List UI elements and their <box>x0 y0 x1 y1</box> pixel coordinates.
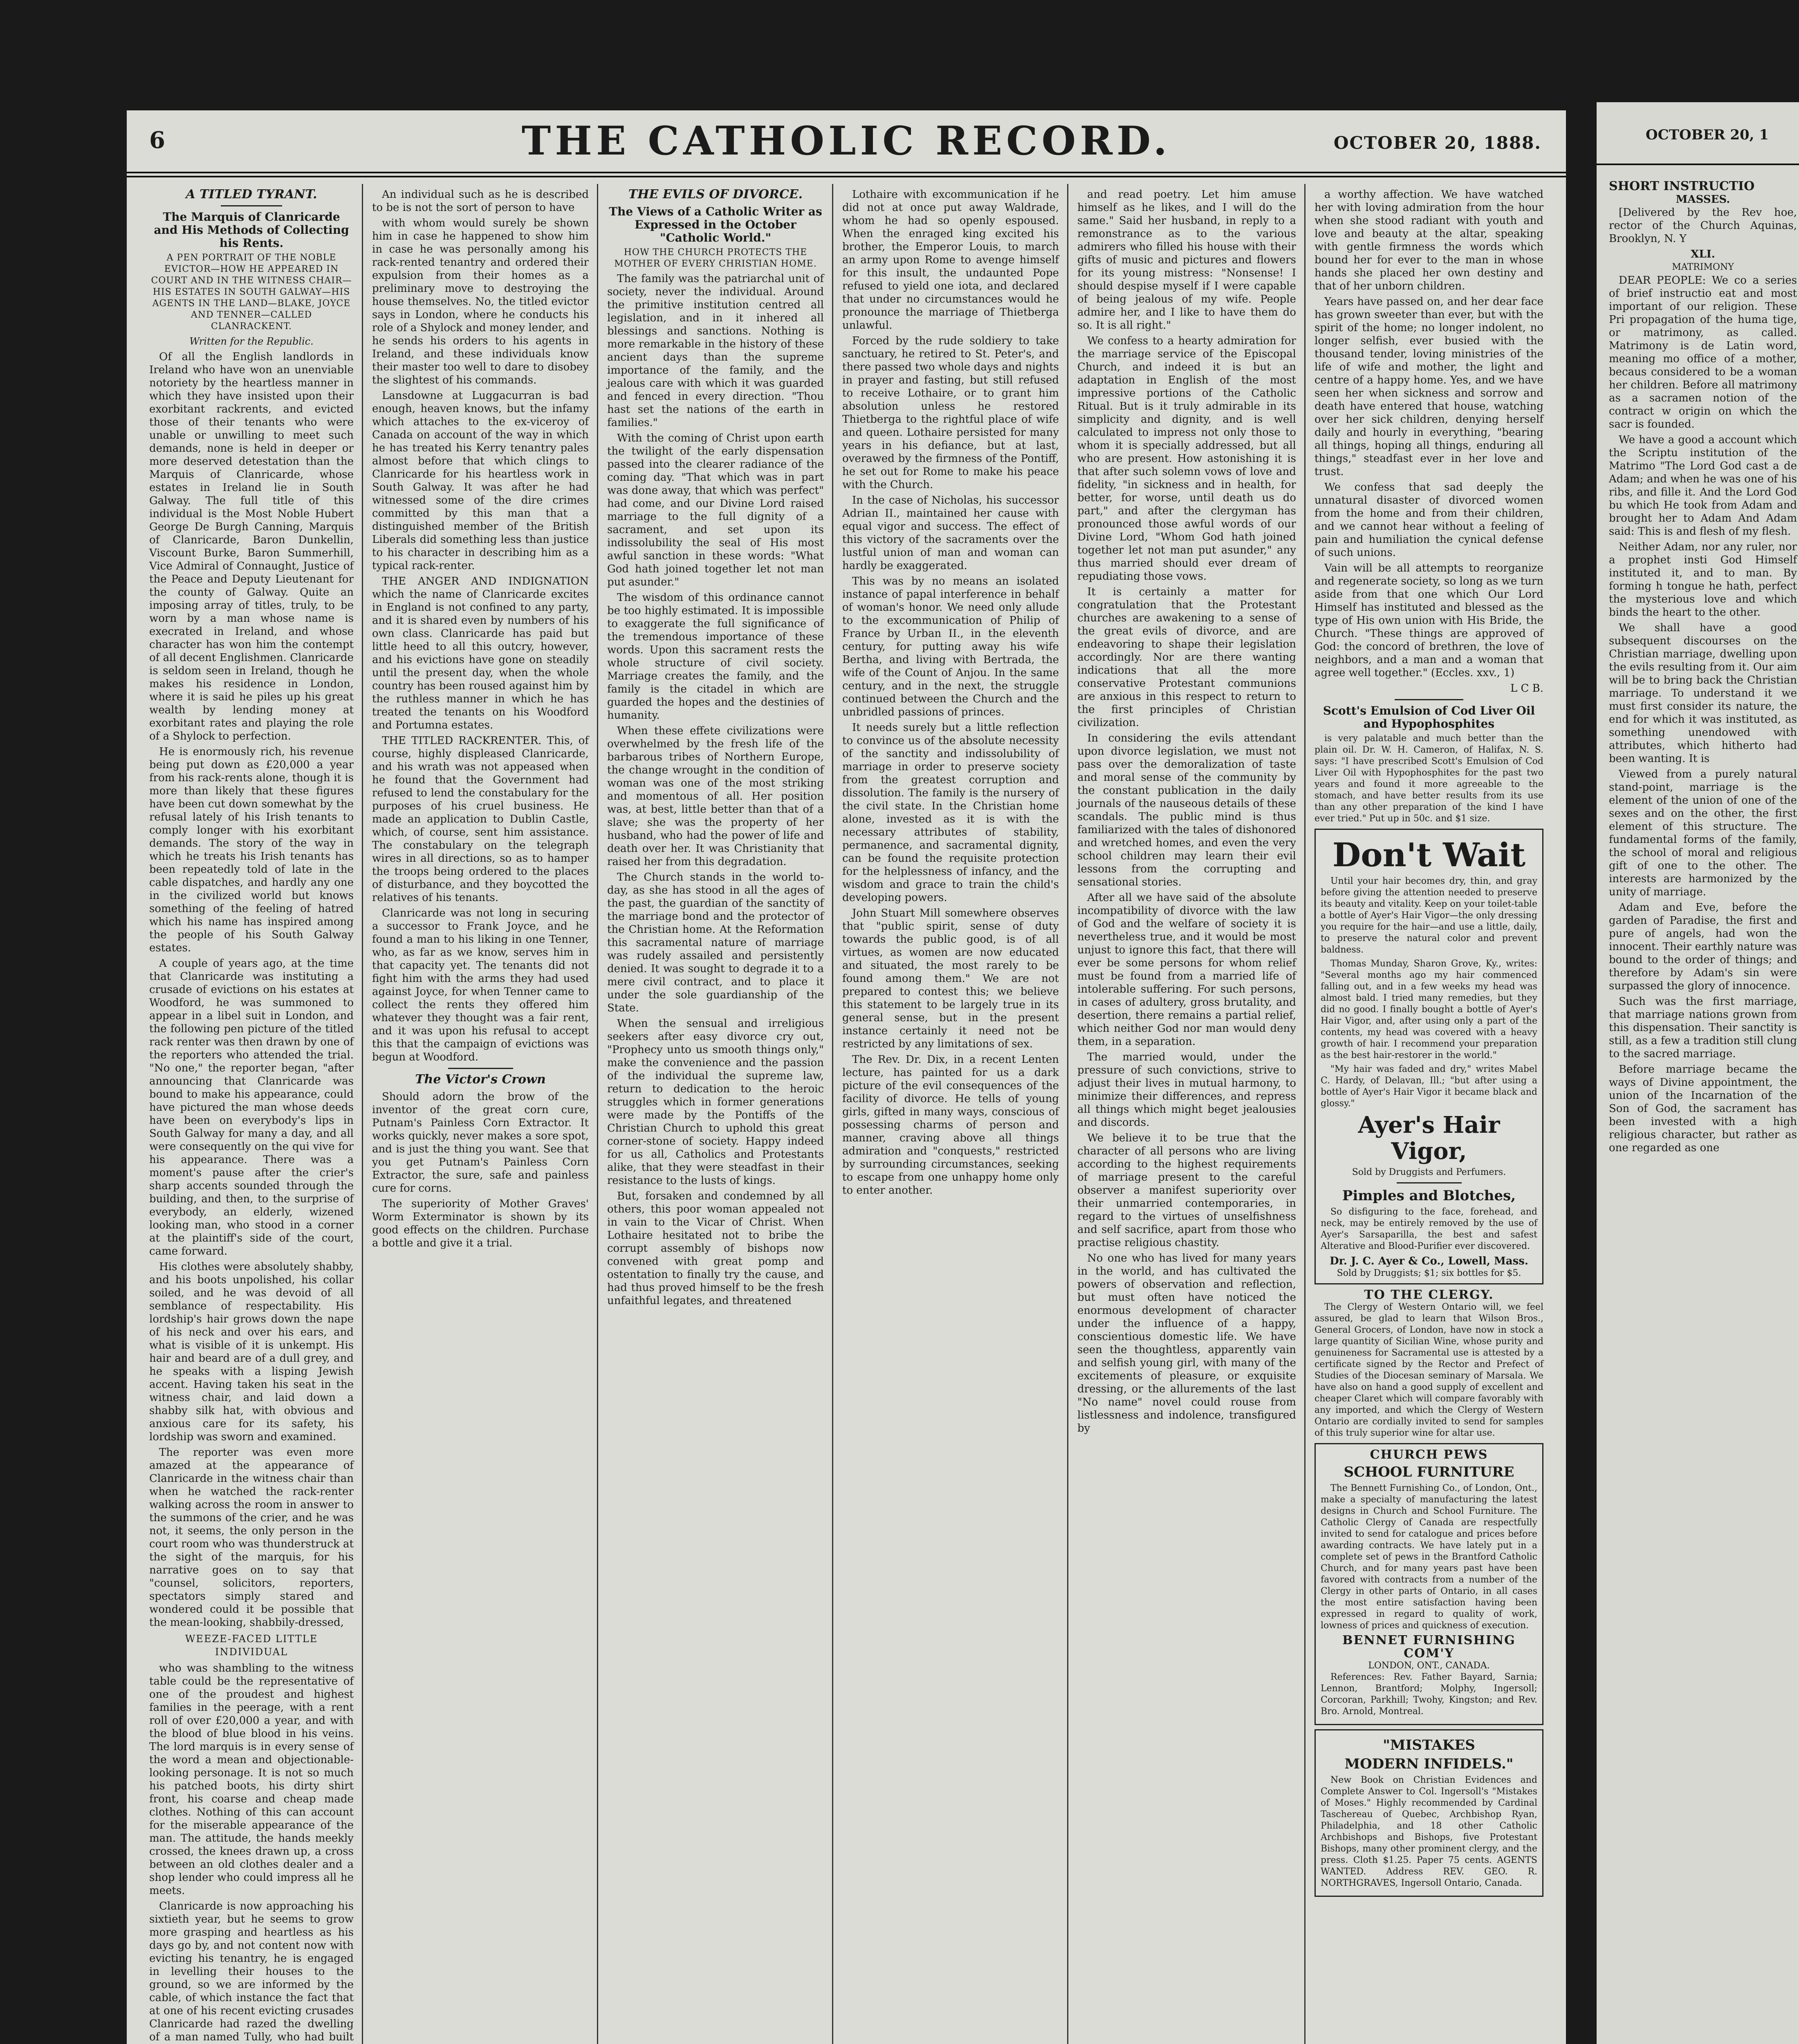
paragraph: a worthy affection. We have watched her with loving admiration from the hour when she stood radiant with youth and love and beauty at the altar, speaking with gentle firmness the words which bound her for ever to the man in whose hands she placed her own destiny and that of her unborn children. <box>1314 188 1543 292</box>
article-deck: A PEN PORTRAIT OF THE NOBLE EVICTOR—HOW HE APPEARED IN COURT AND IN THE WITNESS CHAIR—HIS ESTATES IN SOUTH GALWAY—HIS AGENTS IN THE LAND—BLAKE, JOYCE AND TENNER—CALLED CLANRACKENT. <box>151 253 352 332</box>
ad-maker: Dr. J. C. Ayer & Co., Lowell, Mass. <box>1330 1255 1528 1267</box>
paragraph: The reporter was even more amazed at the appearance of Clanricarde in the witness chair than when he watched the rack-renter walking across the room in answer to the summons of the crier, and he was not, it seems, the only person in the court room who was thunderstruck at the sight of the marquis, for his narrative goes on to say that "counsel, solicitors, reporters, spectators simply stared and wondered could it be possible that the mean-looking, shabbily-dressed, <box>149 1446 354 1629</box>
paragraph: The wisdom of this ordinance cannot be too highly estimated. It is impossible to exaggerate the full significance of the tremendous importance of these words. Upon this sacrament rests the whole structure of civil society. Marriage creates the family, and the family is the citadel in which are guarded the hopes and the destinies of humanity. <box>607 592 824 722</box>
column-4 <box>842 188 1059 1199</box>
paragraph: who was shambling to the witness table could be the representative of one of the proudest and highest families in the peerage, with a rent roll of over £20,000 a year, and with the blood of blue blood in his veins. The lord marquis is in every sense of the word a mean and objectionable-looking personage. It is not so much his patched boots, his dirty shirt front, his coarse and cheap made clothes. Nothing of this can account for the miserable appearance of the man. The attitude, the hands meekly crossed, the knees drawn up, a cross between an old clothes dealer and a shop lender who could impress all he meets. <box>149 1662 354 1897</box>
article-subhead: The Views of a Catholic Writer as Expressed in the October "Catholic World." <box>609 205 822 244</box>
paragraph: When these effete civilizations were overwhelmed by the fresh life of the barbarous tribes of Northern Europe, the change wrought in the condition of woman was one of the most striking and momentous of all. Her position was, at best, little better than that of a slave; she was the property of her husband, who had the power of life and death over her. It was Christianity that raised her from this degradation. <box>607 725 824 868</box>
paragraph: Lansdowne at Luggacurran is bad enough, heaven knows, but the infamy which attaches to the ex-viceroy of Canada on account of the way in which he has treated his Kerry tenantry pales almost before that which clings to Clanricarde for his heartless work in South Galway. It was after he had witnessed some of the dire crimes committed by this man that a distinguished member of the British Liberals did something less than justice to his character in describing him as a typical rack-renter. <box>372 390 589 572</box>
paragraph: Lothaire with excommunication if he did not at once put away Waldrade, whom he had so openly espoused. When the enraged king excited his brother, the Emperor Louis, to march an army upon Rome to avenge himself for this insult, the undaunted Pope refused to yield one iota, and declared that under no circumstances would he pronounce the marriage of Thietberga unlawful. <box>842 188 1059 332</box>
paragraph: Neither Adam, nor any ruler, nor a prophet insti God Himself instituted it, and to man. By forming h tongue he hath, perfect the mysterious love and which binds the heart to the other. <box>1609 541 1797 619</box>
paragraph: When the sensual and irreligious seekers after easy divorce cry out, "Prophecy unto us smooth things only," make the convenience and the passion of the individual the supreme law, return to dedication to the heroic struggles which in former generations were made by the Pontiffs of the Christian Church to uphold this great corner-stone of society. Happy indeed for us all, Catholics and Protestants alike, that they were steadfast in their resistance to the lusts of kings. <box>607 1018 824 1187</box>
paragraph: We have a good a account which the Scriptu institution of the Matrimo "The Lord God cast a de Adam; and when he was one of his ribs, and fille it. And the Lord God bu which He took from Adam and brought her to Adam And Adam said: This is and flesh of my flesh. <box>1609 434 1797 538</box>
paragraph: We confess that sad deeply the unnatural disaster of divorced women from the home and from their children, and we cannot hear without a feeling of pain and humiliation the cynical defense of such unions. <box>1314 481 1543 559</box>
paragraph: and read poetry. Let him amuse himself as he likes, and I will do the same." Said her husband, in reply to a remonstrance as to the various admirers who filled his house with their gifts of music and pictures and flowers for its young mistress: "Nonsense! I should despise myself if I were capable of being jealous of my wife. People admire her, and I like to have them do so. It is all right." <box>1077 188 1296 332</box>
paragraph: In the case of Nicholas, his successor Adrian II., maintained her cause with equal vigor and success. The effect of this victory of the sacraments over the lustful union of man and woman can hardly be exaggerated. <box>842 494 1059 572</box>
company-address: LONDON, ONT., CANADA. <box>1368 1661 1490 1671</box>
article-headline: A TITLED TYRANT. <box>186 187 317 202</box>
header-rule-double <box>127 176 1566 177</box>
paragraph: An individual such as he is described to be is not the sort of person to have <box>372 188 589 214</box>
ad-text: Until your hair becomes dry, thin, and gray before giving the attention needed to preserve its beauty and vitality. Keep on your toilet-table a bottle of Ayer's Hair Vigor—the only dressing you require for the hair—and use a little, daily, to preserve the natural color and prevent baldness. <box>1321 876 1537 955</box>
divider <box>1395 699 1463 700</box>
paragraph: This was by no means an isolated instance of papal interference in behalf of woman's honor. We need only allude to the excommunication of Philip of France by Urban II., in the eleventh century, for putting away his wife Bertha, and living with Bertrada, the wife of the Count of Anjou. In the same century, and in the next, the struggle continued between the Church and the unbridled passions of princes. <box>842 575 1059 718</box>
ad-headline: Don't Wait <box>1332 836 1526 874</box>
paragraph: After all we have said of the absolute incompatibility of divorce with the law of God and the welfare of society it is nevertheless true, and it would be most unjust to ignore this fact, that there will ever be some persons for whom relief must be found from a married life of intolerable suffering. For such persons, in cases of adultery, gross brutality, and desertion, there remains a partial relief, which neither God nor man would deny them, in a separation. <box>1077 892 1296 1048</box>
infidels-advertisement <box>1314 1729 1543 1897</box>
paragraph: We believe it to be true that the character of all persons who are living according to the highest requirements of marriage present to the careful observer a manifest superiority over their unmarried contemporaries, in regard to the virtues of unselfishness and self sacrifice, apart from those who practise religious chastity. <box>1077 1132 1296 1249</box>
divider <box>1397 1182 1462 1183</box>
paragraph: Clanricarde is now approaching his sixtieth year, but he seems to grow more grasping and heartless as his days go by, and not content now with evicting his tenantry, he is engaged in levelling their houses to the ground, so we are informed by the cable, of which instance the fact that at one of his recent evicting crusades Clanricarde had razed the dwelling of a man named Tully, who had built <box>149 1900 354 2043</box>
paragraph: Forced by the rude soldiery to take sanctuary, he retired to St. Peter's, and there passed two whole days and nights in prayer and fasting, but still refused to receive Lothaire, or to grant him absolution unless he restored Thietberga to the rightful place of wife and queen. Lothaire persisted for many years in his defiance, but at last, overawed by the firmness of the Pontiff, he set out for Rome to make his peace with the Church. <box>842 335 1059 491</box>
ad-text: The Bennett Furnishing Co., of London, Ont., make a specialty of manufacturing the latest designs in Church and School Furniture. The Catholic Clergy of Canada are respectfully invited to send for catalogue and prices before awarding contracts. We have lately put in a complete set of pews in the Brantford Catholic Church, and for many years past have been favored with contracts from a number of the Clergy in other parts of Ontario, in all cases the most entire satisfaction having been expressed in regard to quality of work, lowness of prices and quickness of execution. <box>1321 1483 1537 1631</box>
ad-text: "My hair was faded and dry," writes Mabel C. Hardy, of Delavan, Ill.; "but after using a bottle of Ayer's Hair Vigor it became black and glossy." <box>1321 1064 1537 1109</box>
masthead: THE CATHOLIC RECORD. <box>521 118 1171 164</box>
byline: Written for the Republic. <box>189 336 314 347</box>
ad-headline: MODERN INFIDELS." <box>1344 1756 1514 1772</box>
newspaper-page <box>127 110 1566 2044</box>
ad-title: The Victor's Crown <box>415 1072 546 1087</box>
ad-text: New Book on Christian Evidences and Complete Answer to Col. Ingersoll's "Mistakes of Moses." Highly recommended by Cardinal Taschereau of Quebec, Archbishop Ryan, Philadelphia, and 18 other Catholic Archbishops and Bishops, five Protestant Bishops, many other prominent clergy, and the press. Cloth $1.25. Paper 75 cents. AGENTS WANTED. Address REV. GEO. R. NORTHGRAVES, Ingersoll Ontario, Canada. <box>1321 1775 1537 1888</box>
column-6 <box>1314 188 1543 1901</box>
ad-text: Should adorn the brow of the inventor of the great corn cure, Putnam's Painless Corn Extractor. It works quickly, never makes a sore spot, and is just the thing you want. See that you get Putnam's Painless Corn Extractor, the sure, safe and painless cure for corns. <box>372 1091 589 1195</box>
product-name: Ayer's Hair Vigor, <box>1358 1112 1500 1165</box>
paragraph: The married would, under the pressure of such convictions, strive to adjust their lives in mutual harmony, to minimize their differences, and repress all things which might beget jealousies and discords. <box>1077 1051 1296 1129</box>
paragraph: Viewed from a purely natural stand-point, marriage is the element of the union of one of the sexes and on the other, the first element of this structure. The fundamental forms of the family, the school of moral and religious gift of one to the other. The interests are harmonized by the unity of marriage. <box>1609 768 1797 898</box>
paragraph: No one who has lived for many years in the world, and has cultivated the powers of observation and reflection, but must often have noticed the enormous development of character under the influence of a happy, conscientious domestic life. We have seen the thoughtless, apparently vain and selfish young girl, with many of the excitements of pleasure, or exquisite dressing, or the allurements of the last "No name" novel could rouse from listlessness and indolence, transfigured by <box>1077 1252 1296 1434</box>
ad-title: Scott's Emulsion of Cod Liver Oil and Hypophosphites <box>1323 704 1535 731</box>
paragraph: with whom would surely be shown him in case he happened to show him in case he was personally among his rack-rented tenantry and ordered their expulsion from their homes as a preliminary move to destroying the house themselves. No, the titled evictor says in London, where he conducts his role of a Shylock and money lender, and he sends his orders to his agents in Ireland, and these individuals know their master too well to dare to disobey the slightest of his commands. <box>372 217 589 386</box>
article-headline: THE EVILS OF DIVORCE. <box>628 187 803 202</box>
ad-text: Thomas Munday, Sharon Grove, Ky., writes: "Several months ago my hair commenced falling out, and in a few weeks my head was almost bald. I tried many remedies, but they did no good. I finally bought a bottle of Ayer's Hair Vigor, and, after using only a part of the contents, my head was covered with a heavy growth of hair. I recommend your preparation as the best hair-restorer in the world." <box>1321 959 1537 1060</box>
paragraph: Adam and Eve, before the garden of Paradise, the first and pure of angels, had won the innocent. Their earthly nature was bound to the order of things; and therefore by Adam's sin were surpassed the glory of innocence. <box>1609 901 1797 992</box>
strip-headline-2: MASSES. <box>1676 193 1730 206</box>
paragraph: We confess to a hearty admiration for the marriage service of the Episcopal Church, and indeed it is but an adaptation in English of the most impressive portions of the Catholic Ritual. But is it truly admirable in its simplicity and dignity, and is well calculated to impress not only those to whom it is specially addressed, but all who are present. How astonishing it is that after such solemn vows of love and fidelity, "in sickness and in health, for better, for worse, until death us do part," and after the clergyman has pronounced those awful words of our Divine Lord, "Whom God hath joined together let not man put asunder," any thus married should ever dream of repudiating those vows. <box>1077 335 1296 583</box>
paragraph: With the coming of Christ upon earth the twilight of the early dispensation passed into the clearer radiance of the coming day. "That which was in part was done away, that which was perfect" had come, and our Divine Lord raised marriage to the full dignity of a sacrament, and set upon its indissolubility the seal of His most awful sanction in these words: "What God hath joined together let not man put asunder." <box>607 432 824 588</box>
signature: L C B. <box>1510 682 1543 695</box>
adjacent-page-strip <box>1597 102 1799 2044</box>
ad-headline: TO THE CLERGY. <box>1364 1288 1494 1302</box>
paragraph: Of all the English landlords in Ireland who have won an unenviable notoriety by the heartless manner in which they have insisted upon their exorbitant rackrents, and evicted those of their tenants who were unable or unwilling to meet such demands, none is held in deeper or more deserved detestation than the Marquis of Clanricarde, whose estates in Ireland lie in South Galway. The full title of this individual is the Most Noble Hubert George De Burgh Canning, Marquis of Clanricarde, Baron Dunkellin, Viscount Burke, Baron Summerhill, Vice Admiral of Connaught, Justice of the Peace and Deputy Lieutenant for the county of Galway. Quite an imposing array of titles, truly, to be worn by a man whose name is execrated in Ireland, and whose character has won him the contempt of all decent Englishmen. Clanricarde is seldom seen in Ireland, though he makes his residence in London, where it is said he piles up his great wealth by lending money at exorbitant rates and playing the role of a Shylock to perfection. <box>149 351 354 742</box>
ad-footnote: Sold by Druggists and Perfumers. <box>1352 1167 1506 1177</box>
paragraph: We shall have a good subsequent discourses on the Christian marriage, dwelling upon the evils resulting from it. Our aim will be to bring back the Christian marriage. To understand it we must first consider its nature, the end for which it was instituted, as something unendowed with attributes, which hitherto had been wanting. It is <box>1609 622 1797 765</box>
paragraph: The family was the patriarchal unit of society, never the individual. Around the primitive institution centred all legislation, and in it inhered all blessings and sanctions. Nothing is more remarkable in the history of these ancient days than the supreme importance of the family, and the jealous care with which it was guarded and fenced in every direction. "Thou hast set the nations of the earth in families." <box>607 273 824 429</box>
issue-date: OCTOBER 20, 1888. <box>1333 133 1541 153</box>
ad-headline: Pimples and Blotches, <box>1342 1188 1516 1204</box>
column-3 <box>607 188 824 1310</box>
paragraph: In considering the evils attendant upon divorce legislation, we must not pass over the demoralization of taste and moral sense of the community by the constant publication in the daily journals of the nauseous details of these scandals. The public mind is thus familiarized with the tales of dishonored and wretched homes, and even the very school children may learn their evil lessons from the corrupting and sensational stories. <box>1077 732 1296 888</box>
divider <box>448 1068 513 1069</box>
paragraph: It is certainly a matter for congratulation that the Protestant churches are awakening to a sense of the great evils of divorce, and are endeavoring to shape their legislation accordingly. Nor are there wanting indications that all the more conservative Protestant communions are anxious in this respect to return to the first principles of Christian civilization. <box>1077 586 1296 729</box>
company-name: BENNET FURNISHING COM'Y <box>1342 1633 1516 1661</box>
ad-text: is very palatable and much better than the plain oil. Dr. W. H. Cameron, of Halifax, N. S. says: "I have prescribed Scott's Emulsion of Cod Liver Oil with Hypophosphites for the past two years and found it more agreeable to the stomach, and have better results from its use than any other preparation of the kind I have ever tried." Put up in 50c. and $1 size. <box>1314 733 1543 824</box>
paragraph: But, forsaken and condemned by all others, this poor woman appealed not in vain to the Vicar of Christ. When Lothaire hesitated not to bribe the corrupt assembly of bishops now convened with great pomp and ostentation to finally try the cause, and had thus proved himself to be the fresh unfaithful legates, and threatened <box>607 1190 824 1307</box>
strip-column <box>1609 180 1799 1157</box>
paragraph: Such was the first marriage, that marriage nations grown from this dispensation. Their sanctity is still, as a few a tradition still clung to the sacred marriage. <box>1609 995 1797 1060</box>
ad-headline: CHURCH PEWS <box>1370 1448 1488 1462</box>
paragraph: THE ANGER AND INDIGNATION which the name of Clanricarde excites in England is not confined to any party, and it is shared even by numbers of his own class. Clanricarde has paid but little heed to all this outcry, however, and his evictions have gone on steadily until the present day, when the whole country has been roused against him by the ruthless manner in which he has treated the tenants on his Woodford and Portumna estates. <box>372 575 589 731</box>
ad-text: The Clergy of Western Ontario will, we feel assured, be glad to learn that Wilson Bros., General Grocers, of London, have now in stock a large quantity of Sicilian Wine, whose purity and genuineness for Sacramental use is attested by a certificate signed by the Rector and Prefect of Studies of the Diocesan seminary of Marsala. We have also on hand a good supply of excellent and cheaper Claret which will compare favorably with any imported, and which the Clergy of Western Ontario are cordially invited to send for samples of this truly superior wine for altar use. <box>1314 1302 1543 1438</box>
strip-attribution: [Delivered by the Rev hoe, rector of the Church Aquinas, Brooklyn, N. Y <box>1609 206 1797 245</box>
strip-section: XLI. <box>1691 248 1715 260</box>
paragraph: DEAR PEOPLE: We co a series of brief instructio eat and most important of our religion. These Pri propagation of the huma tige, or matrimony, as called. Matrimony is de Latin word, meaning mo office of a mother, becaus considered to be a woman her children. Before all matrimony as a sacramen notion of the contract w origin on which the sacr is founded. <box>1609 274 1797 430</box>
strip-headline: SHORT INSTRUCTIO <box>1609 179 1755 193</box>
column-5 <box>1077 188 1296 1437</box>
paragraph: The Church stands in the world to-day, as she has stood in all the ages of the past, the guardian of the sanctity of the marriage bond and the protector of the Christian home. At the Reformation this sacramental nature of marriage was rudely assailed and persistently denied. It was sought to degrade it to a mere civil contract, and to place it under the sole guardianship of the State. <box>607 871 824 1014</box>
column-rule <box>832 184 833 2044</box>
paragraph: THE TITLED RACKRENTER. This, of course, highly displeased Clanricarde, and his wrath was not appeased when he found that the Government had refused to lend the constabulary for the purposes of his cruel business. He made an application to Dublin Castle, which, of course, sent him assistance. The constabulary on the telegraph wires in all directions, so as to hamper the troops being ordered to the places of disturbance, and they boycotted the relatives of his tenants. <box>372 735 589 904</box>
divider <box>221 205 282 206</box>
article-deck: HOW THE CHURCH PROTECTS THE MOTHER OF EVERY CHRISTIAN HOME. <box>614 247 817 269</box>
column-rule <box>1067 184 1068 2044</box>
header-rule <box>127 172 1566 173</box>
paragraph: John Stuart Mill somewhere observes that "public spirit, sense of duty towards the public good, is of all virtues, as women are now educated and situated, the most rarely to be found among them." We are not prepared to contest this; we believe this statement to be largely true in its general sense, but in the present instance certainly it need not be restricted by any limitations of sex. <box>842 907 1059 1050</box>
paragraph: Years have passed on, and her dear face has grown sweeter than ever, but with the spirit of the home; no longer indolent, no longer selfish, ever busied with the thousand tender, loving ministries of the life of wife and mother, the light and centre of a happy home. Yes, and we have seen her when sickness and sorrow and death have entered that house, watching over her sick children, denying herself daily and hourly in everything, "bearing all things, hoping all things, enduring all things," steadfast ever in her love and trust. <box>1314 296 1543 478</box>
ad-text: So disfiguring to the face, forehead, and neck, may be entirely removed by the use of Ayer's Sarsaparilla, the best and safest Alterative and Blood-Purifier ever discovered. <box>1321 1207 1537 1251</box>
ad-text: References: Rev. Father Bayard, Sarnia; Lennon, Brantford; Molphy, Ingersoll; Corcoran, Parkhill; Twohy, Kingston; and Rev. Bro. Arnold, Montreal. <box>1321 1672 1537 1717</box>
paragraph: A couple of years ago, at the time that Clanricarde was instituting a crusade of evictions on his estates at Woodford, he was summoned to appear in a libel suit in London, and the following pen picture of the titled rack renter was then drawn by one of the reporters who attended the trial. "No one," the reporter began, "after announcing that Clanricarde was bound to make his appearance, could have pictured the man whose deeds have been on everybody's lips in South Galway for many a day, and all were consequently on the qui vive for his appearance. There was a moment's pause after the crier's sharp accents sounded through the building, and then, to the surprise of everybody, an elderly, wizened looking man, who stood in a corner at the plaintiff's side of the court, came forward. <box>149 957 354 1257</box>
paragraph: Before marriage became the ways of Divine appointment, the union of the Incarnation of the Son of God, the sacrament has been invested with a high religious character, but rather as one regarded as one <box>1609 1063 1797 1154</box>
column-rule <box>597 184 598 2044</box>
paragraph: Vain will be all attempts to reorganize and regenerate society, so long as we turn aside from that one which Our Lord Himself has instituted and blessed as the type of His own union with His Bride, the Church. "These things are approved of God: the concord of brethren, the love of neighbors, and a man and a woman that agree well together." (Eccles. xxv., 1) <box>1314 562 1543 679</box>
header-rule <box>1597 164 1799 165</box>
paragraph: He is enormously rich, his revenue being put down as £20,000 a year from his rack-rents alone, though it is more than likely that these figures have been cut down somewhat by the refusal lately of his Irish tenants to comply longer with his exorbitant demands. The story of the way in which he treats his Irish tenants has been repeatedly told of late in the cable dispatches, and hardly any one in the civilized world but knows something of the feeling of hatred which his name has inspired among the people of his South Galway estates. <box>149 746 354 954</box>
paragraph: It needs surely but a little reflection to convince us of the absolute necessity of the sanctity and indissolubility of marriage in order to preserve society from the greatest corruption and dissolution. The family is the nursery of the civil state. In the Christian home alone, invested as it is with the necessary attributes of stability, permanence, and sacramental dignity, can be found the requisite protection for the helplessness of infancy, and the wisdom and grace to train the child's developing powers. <box>842 722 1059 904</box>
strip-section-title: MATRIMONY <box>1672 262 1734 272</box>
furniture-advertisement <box>1314 1443 1543 1725</box>
ad-headline: "MISTAKES <box>1383 1737 1475 1753</box>
ad-headline: SCHOOL FURNITURE <box>1344 1464 1514 1480</box>
ad-text: The superiority of Mother Graves' Worm Exterminator is shown by its good effects on the children. Purchase a bottle and give it a trial. <box>372 1198 589 1249</box>
paragraph: The Rev. Dr. Dix, in a recent Lenten lecture, has painted for us a dark picture of the evil consequences of the facility of divorce. He tells of young girls, gifted in many ways, conscious of possessing charms of person and manner, craving above all things admiration and "conquests," restricted by surrounding circumstances, seeking to escape from one unhappy home only to enter another. <box>842 1053 1059 1197</box>
page-number: 6 <box>149 127 165 154</box>
article-subhead: The Marquis of Clanricarde and His Methods of Collecting his Rents. <box>154 210 349 250</box>
section-cap: WEEZE-FACED LITTLE INDIVIDUAL <box>185 1633 318 1658</box>
ayer-advertisement <box>1314 829 1543 1284</box>
column-2 <box>372 188 589 1252</box>
column-rule <box>1304 184 1306 2044</box>
paragraph: Clanricarde was not long in securing a successor to Frank Joyce, and he found a man to his liking in one Tenner, who, as far as we know, serves him in that capacity yet. The tenants did not fight him with the arms they had used against Joyce, for when Tenner came to collect the rents they offered him whatever they thought was a fair rent, and it was upon his refusal to accept this that the campaign of evictions was begun at Woodford. <box>372 907 589 1063</box>
ad-footnote: Sold by Druggists; $1; six bottles for $5. <box>1337 1268 1521 1278</box>
column-rule <box>362 184 363 2044</box>
paragraph: His clothes were absolutely shabby, and his boots unpolished, his collar soiled, and he was devoid of all semblance of respectability. His lordship's hair grows down the nape of his neck and over his ears, and what is visible of it is unkempt. His hair and beard are of a dull grey, and he speaks with a lisping Jewish accent. Having taken his seat in the witness chair, and laid down a shabby silk hat, with obvious and anxious care for its safety, his lordship was sworn and examined. <box>149 1261 354 1443</box>
column-1 <box>149 188 354 2044</box>
strip-date: OCTOBER 20, 1 <box>1646 127 1769 143</box>
